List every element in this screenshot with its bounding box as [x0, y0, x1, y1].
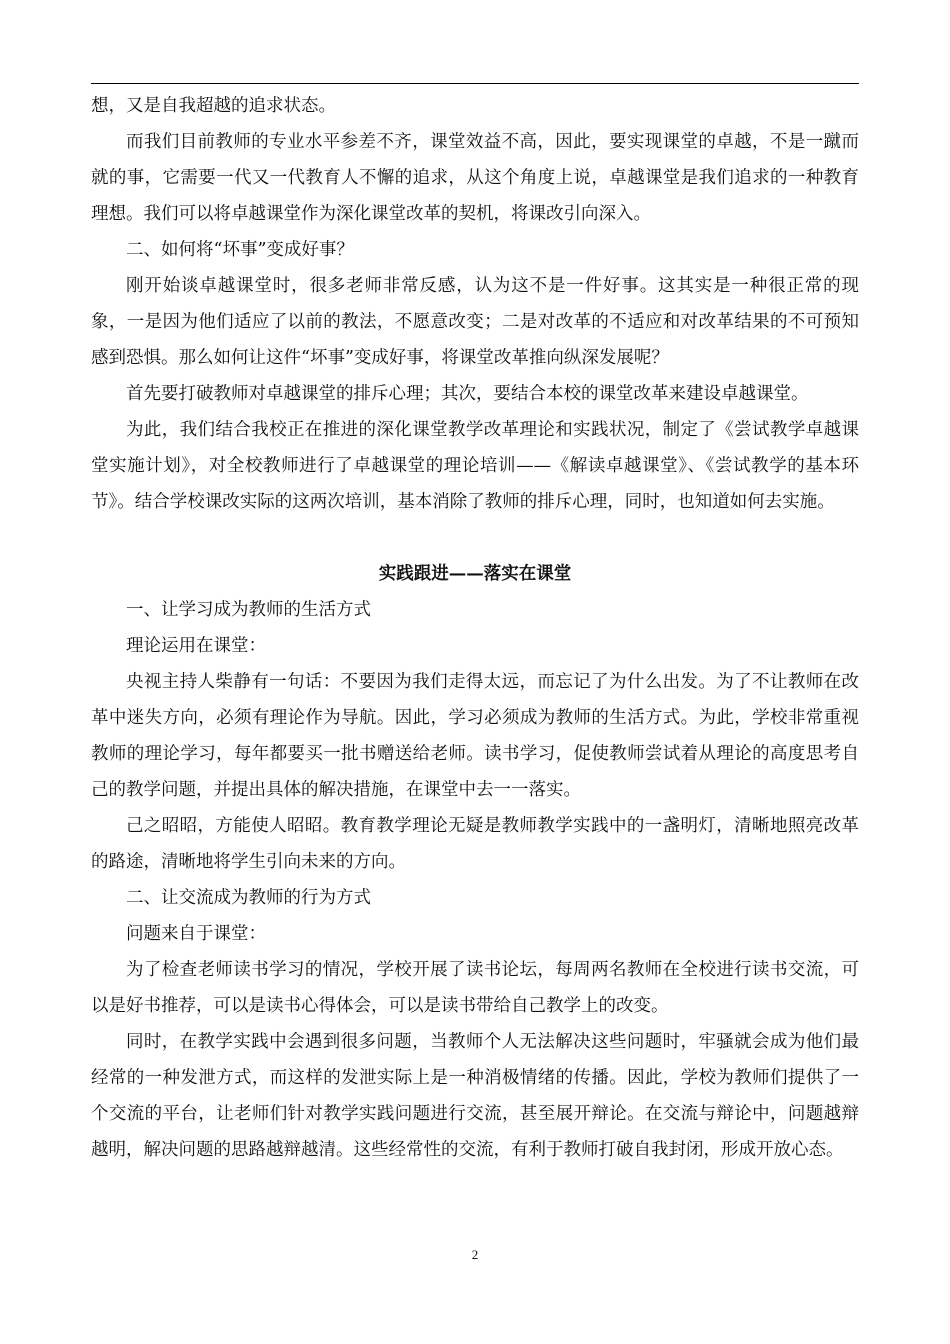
bottom-paragraphs	[91, 592, 859, 1168]
paragraph: 理论运用在课堂：	[126, 636, 266, 656]
paragraph: 二、让交流成为教师的行为方式	[126, 888, 371, 908]
paragraph: 为了检查老师读书学习的情况，学校开展了读书论坛，每周两名教师在全校进行读书交流，可以是好书推荐，可以是读书心得体会，可以是读书带给自己教学上的改变。	[91, 960, 859, 1016]
paragraph: 首先要打破教师对卓越课堂的排斥心理；其次，要结合本校的课堂改革来建设卓越课堂。	[126, 384, 809, 404]
section-spacer	[91, 520, 859, 556]
paragraph: 同时，在教学实践中会遇到很多问题，当教师个人无法解决这些问题时，牢骚就会成为他们最经常的一种发泄方式，而这样的发泄实际上是一种消极情绪的传播。因此，学校为教师们提供了一个交流的平台，让老师们针对教学实践问题进行交流，甚至展开辩论。在交流与辩论中，问题越辩越明，解决问题的思路越辩越清。这些经常性的交流，有利于教师打破自我封闭，形成开放心态。	[91, 1032, 859, 1160]
paragraph: 而我们目前教师的专业水平参差不齐，课堂效益不高，因此，要实现课堂的卓越，不是一蹴而就的事，它需要一代又一代教育人不懈的追求，从这个角度上说，卓越课堂是我们追求的一种教育理想。我们可以将卓越课堂作为深化课堂改革的契机，将课改引向深入。	[91, 132, 859, 224]
top-paragraphs	[91, 88, 859, 520]
paragraph: 己之昭昭，方能使人昭昭。教育教学理论无疑是教师教学实践中的一盏明灯，清晰地照亮改革的路途，清晰地将学生引向未来的方向。	[91, 816, 859, 872]
page-number: 2	[471, 1247, 479, 1262]
paragraph: 刚开始谈卓越课堂时，很多老师非常反感，认为这不是一件好事。这其实是一种很正常的现象，一是因为他们适应了以前的教法，不愿意改变；二是对改革的不适应和对改革结果的不可预知感到恐惧。那么如何让这件“坏事”变成好事，将课堂改革推向纵深发展呢？	[91, 276, 859, 368]
paragraph: 央视主持人柴静有一句话：不要因为我们走得太远，而忘记了为什么出发。为了不让教师在改革中迷失方向，必须有理论作为导航。因此，学习必须成为教师的生活方式。为此，学校非常重视教师的理论学习，每年都要买一批书赠送给老师。读书学习，促使教师尝试着从理论的高度思考自己的教学问题，并提出具体的解决措施，在课堂中去一一落实。	[91, 672, 859, 800]
paragraph: 二、如何将“坏事”变成好事？	[126, 240, 354, 260]
body-text	[91, 88, 859, 1168]
paragraph: 为此，我们结合我校正在推进的深化课堂教学改革理论和实践状况，制定了《尝试教学卓越课堂实施计划》，对全校教师进行了卓越课堂的理论培训——《解读卓越课堂》、《尝试教学的基本环节》。结合学校课改实际的这两次培训，基本消除了教师的排斥心理，同时，也知道如何去实施。	[91, 420, 859, 512]
paragraph: 问题来自于课堂：	[126, 924, 266, 944]
header-rule	[91, 83, 859, 84]
paragraph: 一、让学习成为教师的生活方式	[126, 600, 371, 620]
section-heading: 实践跟进——落实在课堂	[378, 564, 572, 584]
paragraph: 想，又是自我超越的追求状态。	[91, 96, 336, 116]
